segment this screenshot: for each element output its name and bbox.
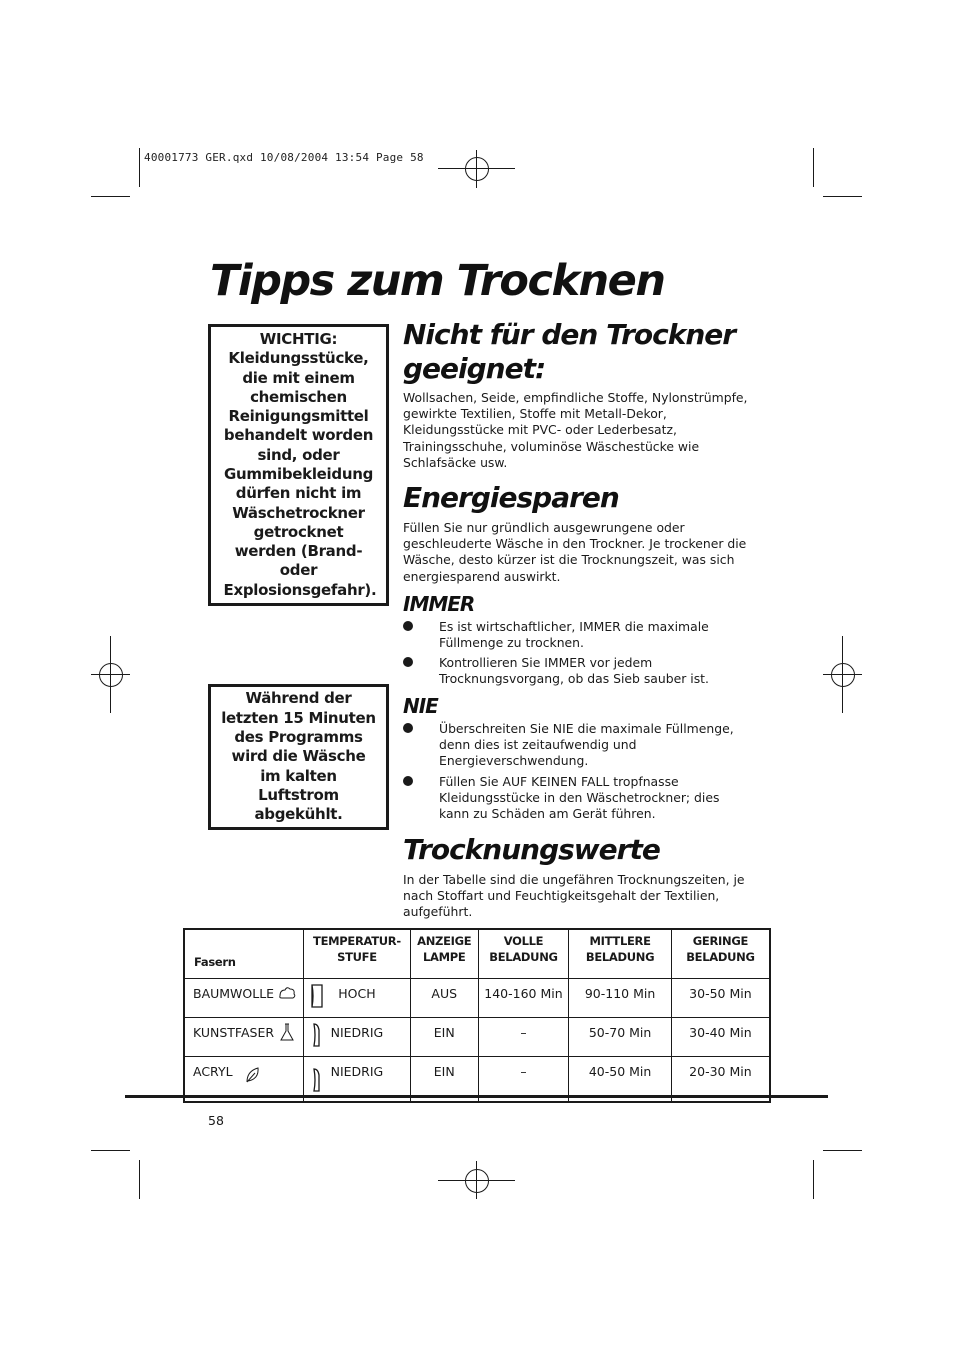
crop-mark — [139, 148, 140, 187]
flask-icon — [277, 1022, 297, 1042]
temperature-cell — [304, 979, 411, 1018]
low-temperature-icon — [310, 1022, 324, 1048]
bullet-icon — [403, 657, 413, 667]
crop-mark — [823, 196, 862, 197]
table-header-row — [184, 929, 770, 979]
bullet-icon — [403, 723, 413, 733]
crop-mark — [139, 1160, 140, 1199]
page-title: Tipps zum Trocknen — [210, 256, 665, 306]
medium-load-cell: 50-70 Min — [569, 1018, 672, 1057]
column-header-medium-load: MITTLERE BELADUNG — [569, 929, 672, 979]
full-load-cell: – — [478, 1057, 569, 1103]
temperature-label: NIEDRIG — [330, 1025, 384, 1040]
medium-load-cell: 40-50 Min — [569, 1057, 672, 1103]
cooling-notice-box — [208, 684, 389, 830]
registration-circle — [99, 663, 123, 687]
subheading-always: IMMER — [403, 592, 475, 616]
footer-rule — [125, 1095, 828, 1098]
column-header-full-load: VOLLE BELADUNG — [478, 929, 569, 979]
registration-circle — [465, 157, 489, 181]
crop-mark — [813, 148, 814, 187]
medium-load-cell: 90-110 Min — [569, 979, 672, 1018]
section-body-energy: Füllen Sie nur gründlich ausgewrungene oder geschleuderte Wäsche in den Trockner. Je trockener die Wäsche, desto kürzer ist die Trocknungszeit, was sich energiesparend auswirkt. — [403, 520, 747, 584]
crop-mark — [91, 196, 130, 197]
section-heading-energy: Energiesparen — [403, 481, 619, 514]
cotton-icon — [277, 983, 297, 1003]
full-load-cell: – — [478, 1018, 569, 1057]
drying-times-table — [183, 928, 771, 1103]
crop-mark — [91, 1150, 130, 1151]
important-notice-text: WICHTIG: Kleidungsstücke, die mit einem chemischen Reinigungsmittel behandelt worden sind, oder Gummibekleidung dürfen nicht im Wäschetrockner getrocknet werden (Brand- oder Explosionsgefahr). — [223, 329, 377, 599]
column-header-lamp: ANZEIGE LAMPE — [410, 929, 478, 979]
full-load-cell: 140-160 Min — [478, 979, 569, 1018]
table-row — [184, 1018, 770, 1057]
column-header-fiber: Fasern — [184, 929, 304, 979]
column-header-low-load: GERINGE BELADUNG — [671, 929, 770, 979]
lamp-cell: AUS — [410, 979, 478, 1018]
section-heading-values: Trocknungswerte — [403, 833, 660, 866]
lamp-cell: EIN — [410, 1057, 478, 1103]
list-item-text: Es ist wirtschaftlicher, IMMER die maximale Füllmenge zu trocknen. — [439, 619, 709, 651]
section-body-values: In der Tabelle sind die ungefähren Trocknungszeiten, je nach Stoffart und Feuchtigkeitsgehalt der Textilien, aufgeführt. — [403, 872, 745, 920]
low-load-cell: 30-50 Min — [671, 979, 770, 1018]
crop-mark — [813, 1160, 814, 1199]
lamp-cell: EIN — [410, 1018, 478, 1057]
subheading-never: NIE — [403, 694, 438, 718]
bullet-icon — [403, 776, 413, 786]
table-row — [184, 979, 770, 1018]
temperature-cell — [304, 1018, 411, 1057]
list-item-text: Überschreiten Sie NIE die maximale Füllmenge, denn dies ist zeitaufwendig und Energieverschwendung. — [439, 721, 734, 769]
fiber-label: BAUMWOLLE — [193, 986, 275, 1001]
page-number: 58 — [208, 1113, 224, 1128]
fiber-cell — [184, 1018, 304, 1057]
fiber-label: KUNSTFASER — [193, 1025, 275, 1040]
temperature-label: NIEDRIG — [330, 1064, 384, 1079]
important-notice-box — [208, 324, 389, 606]
leaf-icon — [243, 1065, 263, 1085]
low-temperature-icon — [310, 1067, 324, 1093]
registration-circle — [831, 663, 855, 687]
high-temperature-icon — [310, 983, 324, 1009]
list-item-text: Kontrollieren Sie IMMER vor jedem Trocknungsvorgang, ob das Sieb sauber ist. — [439, 655, 709, 687]
crop-mark — [823, 1150, 862, 1151]
low-load-cell: 30-40 Min — [671, 1018, 770, 1057]
cooling-notice-text: Während der letzten 15 Minuten des Programms wird die Wäsche im kalten Luftstrom abgekühlt. — [221, 689, 376, 824]
temperature-label: HOCH — [338, 986, 376, 1001]
low-load-cell: 20-30 Min — [671, 1057, 770, 1103]
print-slug: 40001773 GER.qxd 10/08/2004 13:54 Page 58 — [144, 151, 424, 164]
section-body-unsuitable: Wollsachen, Seide, empfindliche Stoffe, Nylonstrümpfe, gewirkte Textilien, Stoffe mit Metall-Dekor, Kleidungsstücke mit PVC- oder Lederbesatz, Trainingsschuhe, voluminöse Wäschestücke wie Schlafsäcke usw. — [403, 390, 748, 470]
fiber-cell — [184, 979, 304, 1018]
column-header-temperature: TEMPERATUR- STUFE — [304, 929, 411, 979]
section-heading-unsuitable: Nicht für den Trockner geeignet: — [403, 318, 736, 385]
registration-circle — [465, 1169, 489, 1193]
fiber-label: ACRYL — [193, 1064, 233, 1079]
list-item-text: Füllen Sie AUF KEINEN FALL tropfnasse Kleidungsstücke in den Wäschetrockner; dies kann zu Schäden am Gerät führen. — [439, 774, 720, 822]
bullet-icon — [403, 621, 413, 631]
